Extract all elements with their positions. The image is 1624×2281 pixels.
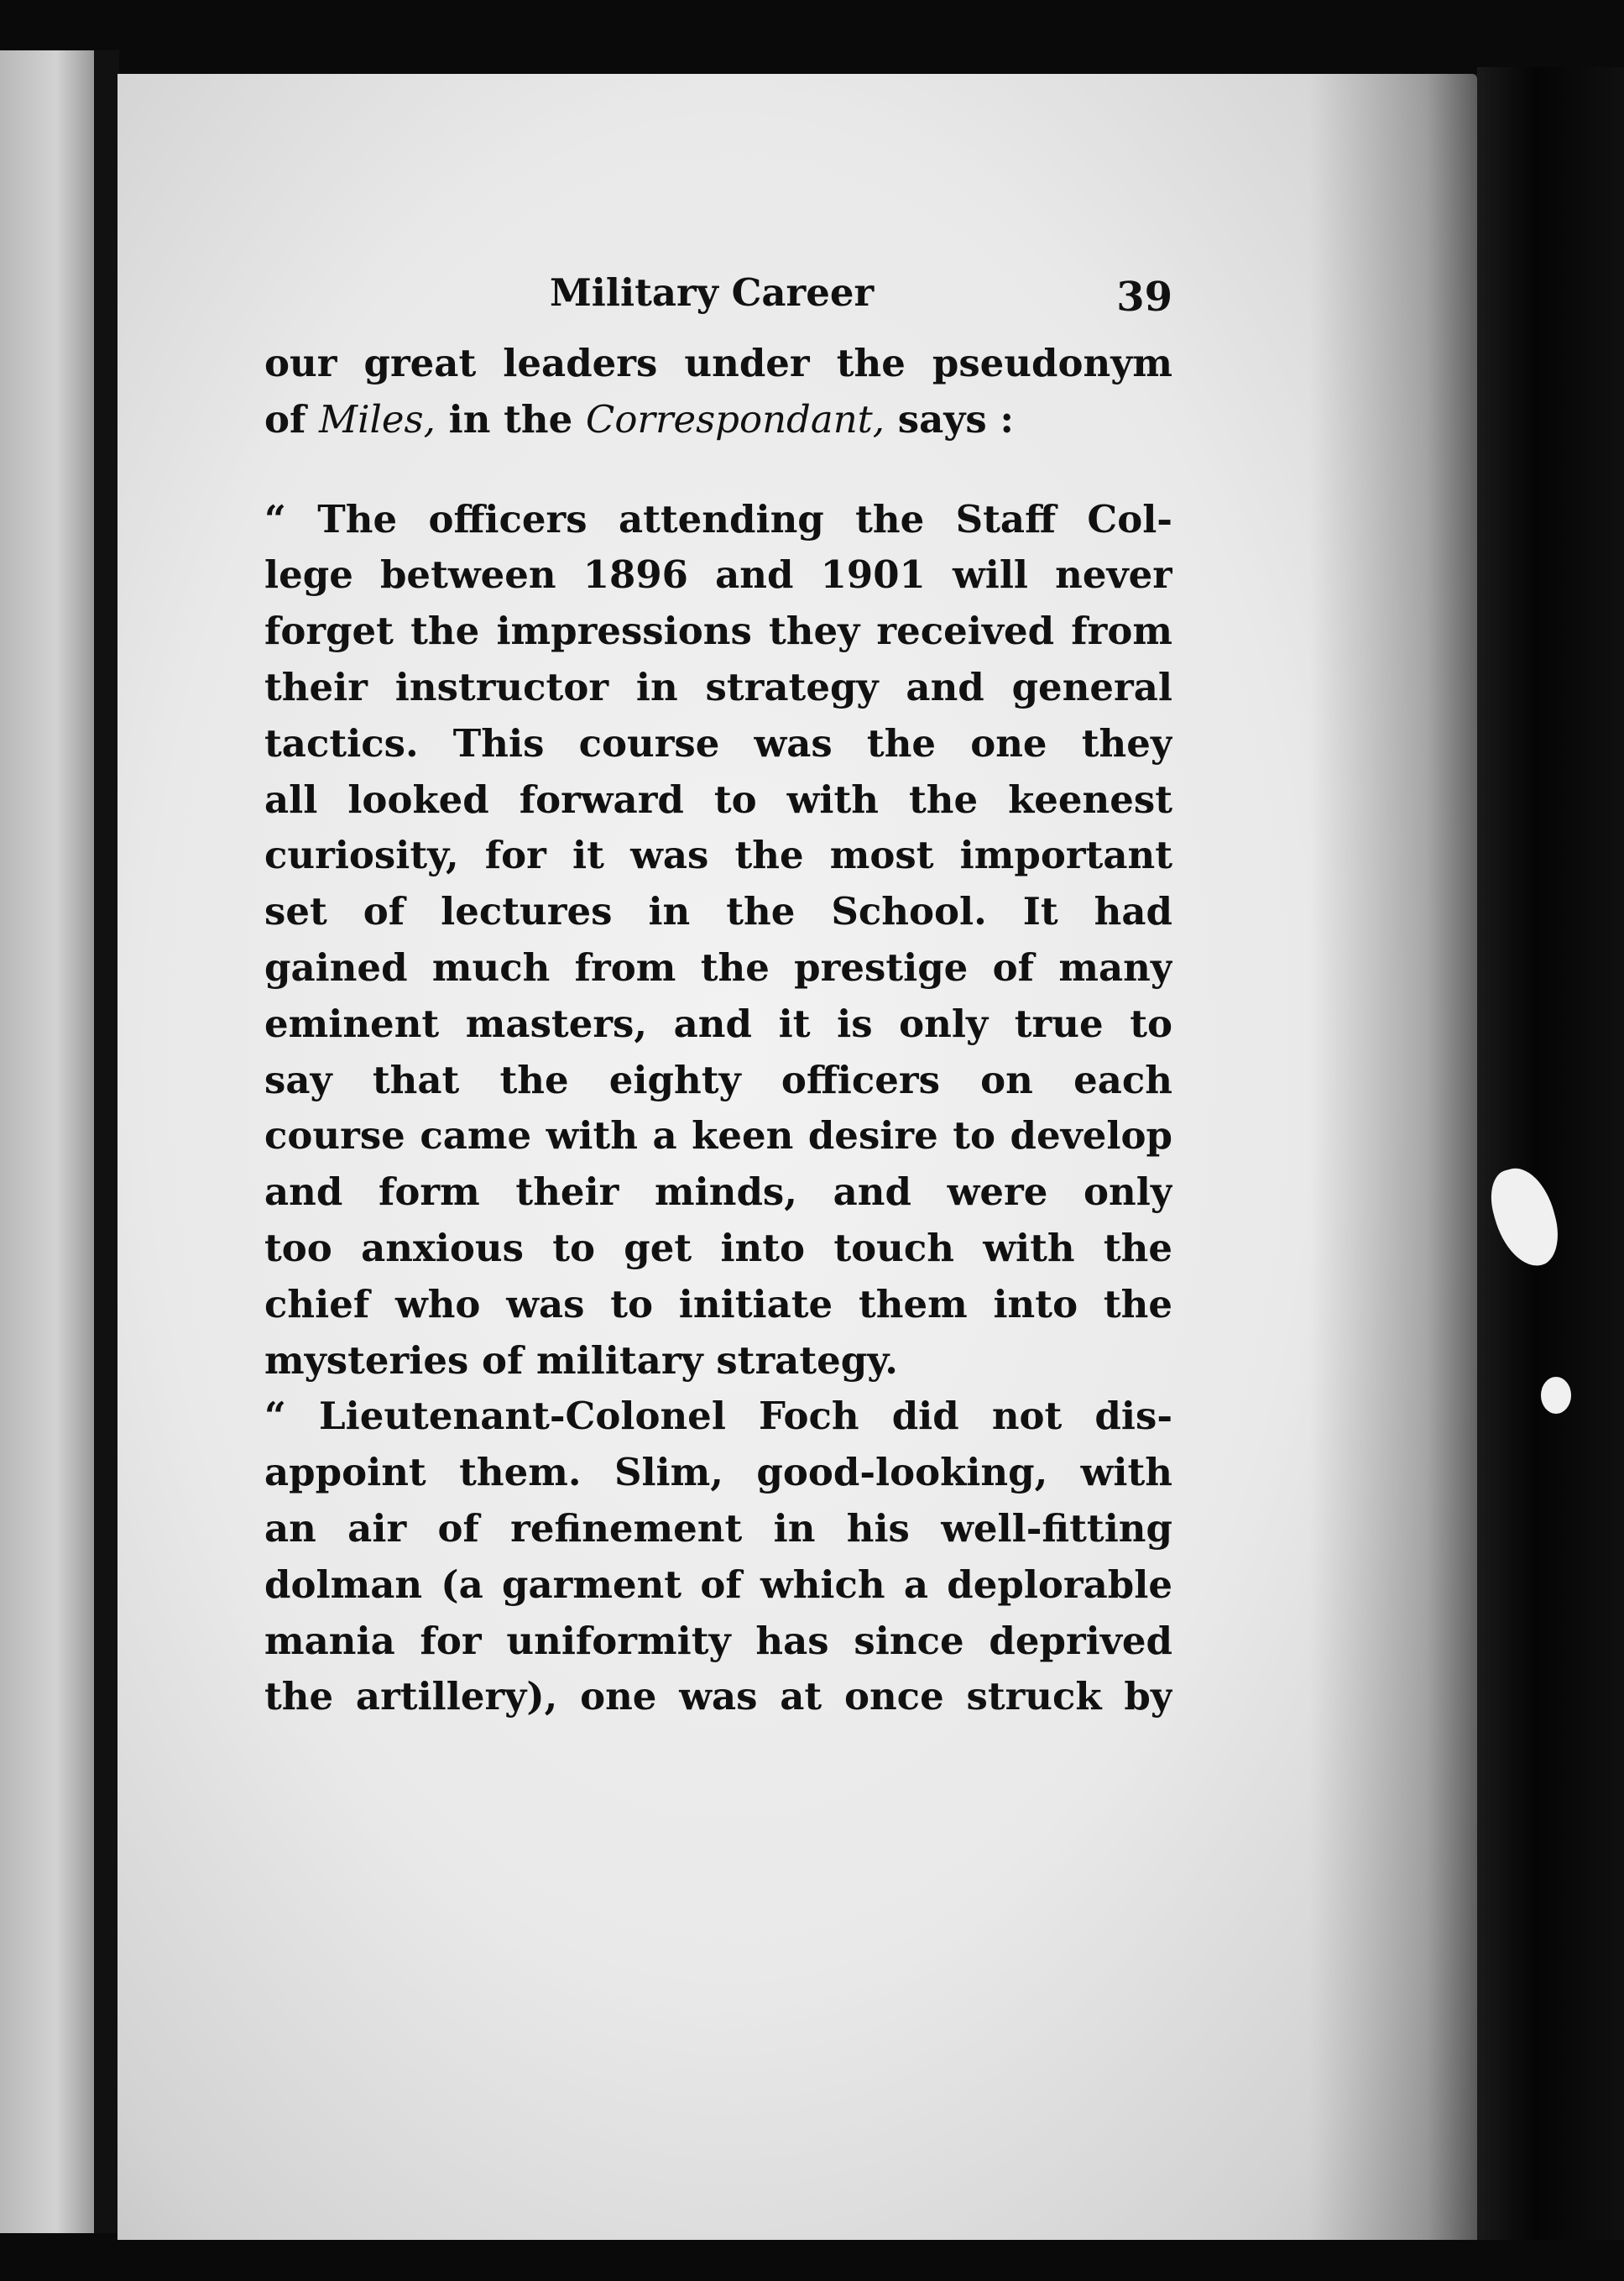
pseudonym: Miles, — [319, 396, 436, 442]
text-line: curiosity, for it was the most important — [264, 833, 1172, 878]
text-line: tactics. This course was the one they — [264, 720, 1172, 766]
text-line: the artillery), one was at once struck by — [264, 1674, 1172, 1719]
film-blemish — [1541, 1377, 1571, 1414]
text-line: dolman (a garment of which a deplorable — [264, 1562, 1172, 1607]
text-line: course came with a keen desire to develop — [264, 1113, 1172, 1159]
running-head-title: Military Career — [550, 270, 875, 315]
adjacent-page-edge — [0, 50, 94, 2233]
text-line: lege between 1896 and 1901 will never — [264, 552, 1172, 598]
page-shadow — [1309, 74, 1477, 2240]
text-line — [264, 392, 1172, 448]
text-fragment: says : — [897, 396, 1014, 442]
text-line: gained much from the prestige of many — [264, 944, 1172, 990]
text-line: and form their minds, and were only — [264, 1169, 1172, 1215]
journal-title: Correspondant, — [585, 396, 885, 442]
text-fragment: in the — [448, 396, 573, 442]
text-line: eminent masters, and it is only true to — [264, 1001, 1172, 1046]
page-text — [264, 270, 1172, 1725]
text-line: their instructor in strategy and general — [264, 664, 1172, 709]
text-fragment: of — [264, 396, 306, 442]
scan-border-bottom — [0, 2240, 1624, 2281]
running-head — [264, 270, 1172, 336]
text-line: forget the impressions they received from — [264, 609, 1172, 654]
text-line: our great leaders under the pseudonym — [264, 341, 1172, 385]
text-line: mania for uniformity has since deprived — [264, 1618, 1172, 1663]
text-line: appoint them. Slim, good-looking, with — [264, 1450, 1172, 1495]
text-line: “ The officers attending the Staff Col- — [264, 496, 1172, 541]
quote-paragraph-1 — [264, 492, 1172, 1389]
text-line: all looked forward to with the keenest — [264, 777, 1172, 822]
text-line: chief who was to initiate them into the — [264, 1281, 1172, 1326]
page-gutter — [94, 50, 119, 2233]
paragraph-gap — [264, 448, 1172, 492]
quote-paragraph-2 — [264, 1389, 1172, 1725]
text-line: too anxious to get into touch with the — [264, 1225, 1172, 1270]
text-line: mysteries of military strategy. — [264, 1337, 898, 1383]
page-number: 39 — [1116, 274, 1172, 321]
text-line: set of lectures in the School. It had — [264, 889, 1172, 934]
text-line: say that the eighty officers on each — [264, 1057, 1172, 1102]
text-line: an air of refinement in his well-fitting — [264, 1505, 1172, 1551]
text-line: “ Lieutenant-Colonel Foch did not dis- — [264, 1394, 1172, 1439]
